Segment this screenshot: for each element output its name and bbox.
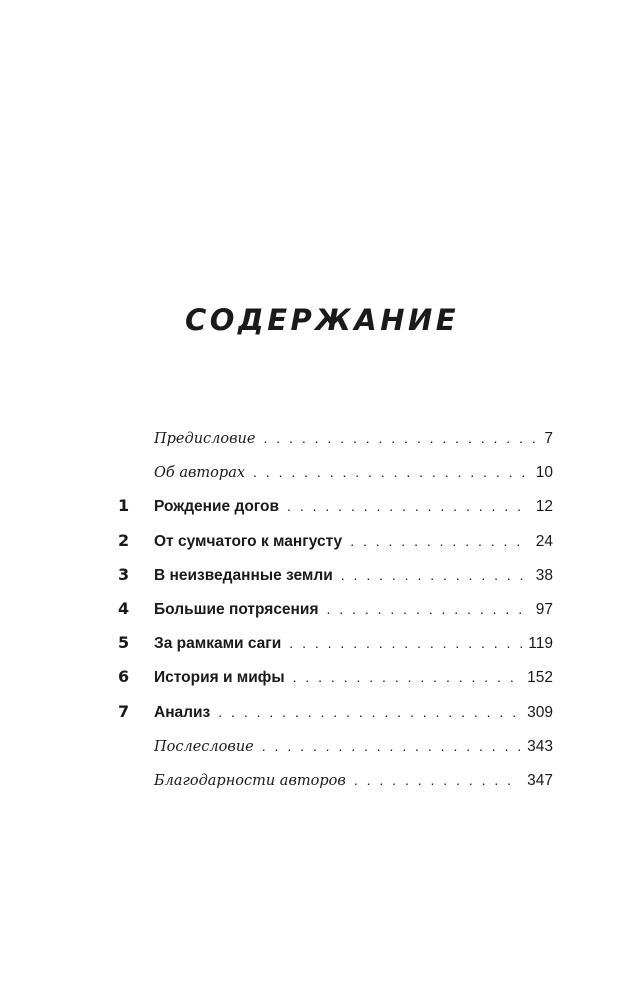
toc-entry-chapter-7 xyxy=(0,694,644,728)
page-number: 343 xyxy=(527,737,553,755)
chapter-title: В неизведанные земли xyxy=(154,566,333,584)
chapter-number: 1 xyxy=(118,496,130,516)
page-title: СОДЕРЖАНИЕ xyxy=(184,303,460,337)
chapter-number: 4 xyxy=(118,598,130,618)
page-number: 10 xyxy=(535,464,553,482)
dot-leader xyxy=(350,531,530,551)
toc-entry-about-authors xyxy=(0,454,644,488)
dot-leader xyxy=(287,496,530,516)
chapter-title: От сумчатого к мангусту xyxy=(154,532,343,550)
page-number: 24 xyxy=(535,532,553,550)
toc-entry-chapter-3 xyxy=(0,557,644,591)
page-number: 347 xyxy=(527,771,553,789)
chapter-number: 3 xyxy=(118,564,130,584)
toc-entry-chapter-5 xyxy=(0,625,644,659)
chapter-number: 2 xyxy=(118,530,130,550)
chapter-title: Об авторах xyxy=(154,465,246,482)
dot-leader xyxy=(218,702,521,722)
page-number: 12 xyxy=(535,498,553,516)
chapter-title: Благодарности авторов xyxy=(154,772,346,789)
dot-leader xyxy=(262,736,521,756)
chapter-title: Анализ xyxy=(154,703,211,721)
page-number: 152 xyxy=(527,669,553,687)
toc-entry-chapter-6 xyxy=(0,659,644,693)
dot-leader xyxy=(341,565,530,585)
dot-leader xyxy=(293,667,522,687)
chapter-title: Большие потрясения xyxy=(154,600,319,618)
page-number: 97 xyxy=(535,600,553,618)
dot-leader xyxy=(354,770,521,790)
chapter-title: История и мифы xyxy=(154,669,285,687)
table-of-contents xyxy=(0,420,644,796)
chapter-number: 6 xyxy=(118,667,130,687)
page-number: 38 xyxy=(535,566,553,584)
toc-entry-chapter-1 xyxy=(0,488,644,522)
toc-entry-foreword xyxy=(0,420,644,454)
dot-leader xyxy=(327,599,530,619)
chapter-title: Послесловие xyxy=(154,738,254,755)
dot-leader xyxy=(289,633,522,653)
chapter-number: 5 xyxy=(118,633,130,653)
toc-entry-chapter-4 xyxy=(0,591,644,625)
toc-entry-chapter-2 xyxy=(0,523,644,557)
chapter-number: 7 xyxy=(118,701,130,721)
toc-entry-acknowledgements xyxy=(0,762,644,796)
dot-leader xyxy=(263,428,538,448)
page-number: 7 xyxy=(544,430,553,447)
dot-leader xyxy=(253,462,530,482)
chapter-title: За рамками саги xyxy=(154,635,282,653)
chapter-title: Рождение догов xyxy=(154,498,280,516)
page-number: 119 xyxy=(528,635,553,653)
page-number: 309 xyxy=(527,703,553,721)
toc-entry-afterword xyxy=(0,728,644,762)
chapter-title: Предисловие xyxy=(154,431,256,447)
